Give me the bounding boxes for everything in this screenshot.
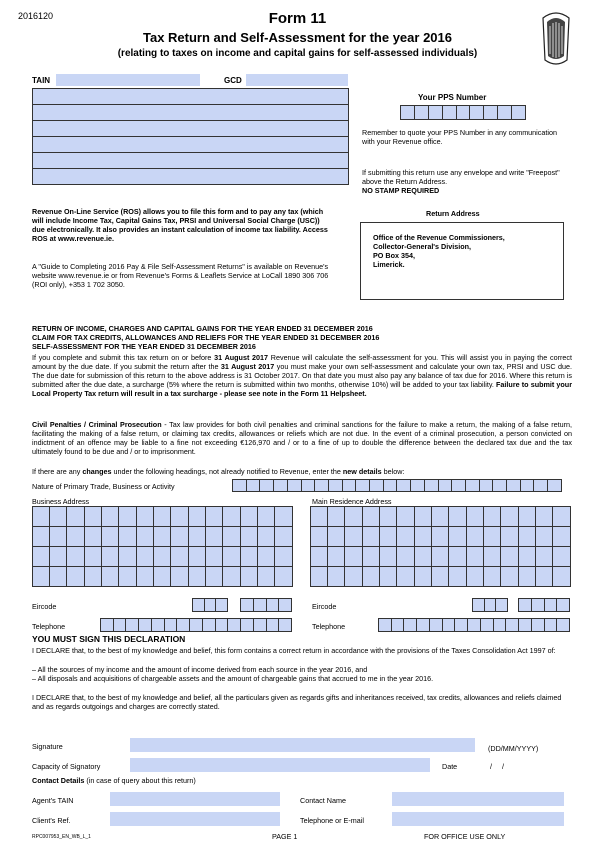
input-cell[interactable]: [479, 479, 493, 492]
pps-number-field[interactable]: [400, 105, 526, 120]
input-cell[interactable]: [466, 506, 484, 527]
input-cell[interactable]: [32, 546, 50, 567]
input-cell[interactable]: [240, 546, 258, 567]
input-cell[interactable]: [310, 566, 328, 587]
input-cell[interactable]: [170, 546, 188, 567]
input-cell[interactable]: [153, 526, 171, 547]
declaration-2: I DECLARE that, to the best of my knowledge and belief, all the particulars given as regards gifts and inheritances received, tax credits, allowances and reliefs claimed and as regards outgoings and charges are correctly stated.: [32, 693, 562, 711]
input-cell[interactable]: [170, 566, 188, 587]
input-cell[interactable]: [125, 618, 138, 632]
input-cell[interactable]: [379, 526, 397, 547]
input-cell[interactable]: [66, 526, 84, 547]
changes-paragraph: If there are any changes under the following headings, not already notified to Revenue, enter the new details below:: [32, 467, 405, 476]
phone-email-field[interactable]: [392, 812, 564, 826]
input-cell[interactable]: [266, 618, 279, 632]
input-cell[interactable]: [153, 506, 171, 527]
envelope-note: If submitting this return use any envelope and write "Freepost" above the Return Address.: [362, 168, 560, 186]
input-cell[interactable]: [205, 566, 223, 587]
input-cell[interactable]: [188, 506, 206, 527]
input-cell[interactable]: [448, 546, 466, 567]
return-address-box: [360, 222, 564, 300]
input-cell[interactable]: [232, 479, 246, 492]
input-cell[interactable]: [518, 526, 536, 547]
input-cell[interactable]: [153, 546, 171, 567]
input-cell[interactable]: [327, 526, 345, 547]
input-cell[interactable]: [500, 566, 518, 587]
input-cell[interactable]: [136, 526, 154, 547]
input-cell[interactable]: [327, 546, 345, 567]
input-cell[interactable]: [448, 566, 466, 587]
input-cell[interactable]: [257, 566, 275, 587]
input-cell[interactable]: [287, 479, 301, 492]
declaration-bullet-income: – All the sources of my income and the amount of income derived from each source in the year 2016, and: [32, 665, 368, 674]
input-cell[interactable]: [378, 618, 391, 632]
residence-telephone-field[interactable]: [378, 618, 570, 632]
tain-field[interactable]: [56, 74, 200, 86]
input-cell[interactable]: [101, 566, 119, 587]
input-cell[interactable]: [49, 526, 67, 547]
input-cell[interactable]: [518, 618, 531, 632]
input-cell[interactable]: [136, 546, 154, 567]
agent-tain-field[interactable]: [110, 792, 280, 806]
input-cell[interactable]: [403, 618, 416, 632]
input-cell[interactable]: [466, 526, 484, 547]
input-cell[interactable]: [327, 566, 345, 587]
input-cell[interactable]: [344, 506, 362, 527]
input-cell[interactable]: [101, 526, 119, 547]
telephone-label: Telephone: [312, 622, 346, 631]
input-cell[interactable]: [32, 506, 50, 527]
input-cell[interactable]: [518, 546, 536, 567]
input-cell[interactable]: [314, 479, 328, 492]
input-cell[interactable]: [164, 618, 177, 632]
input-cell[interactable]: [100, 618, 113, 632]
input-cell[interactable]: [49, 506, 67, 527]
input-cell[interactable]: [505, 618, 518, 632]
heading-return: RETURN OF INCOME, CHARGES AND CAPITAL GAINS FOR THE YEAR ENDED 31 DECEMBER 2016: [32, 324, 373, 333]
declaration-title: YOU MUST SIGN THIS DECLARATION: [32, 634, 186, 644]
input-cell[interactable]: [205, 506, 223, 527]
input-cell[interactable]: [274, 566, 292, 587]
input-cell[interactable]: [66, 506, 84, 527]
client-ref-label: Client's Ref.: [32, 816, 71, 825]
input-cell[interactable]: [383, 479, 397, 492]
input-cell[interactable]: [362, 546, 380, 567]
input-cell[interactable]: [431, 546, 449, 567]
input-cell[interactable]: [431, 506, 449, 527]
input-cell[interactable]: [448, 526, 466, 547]
input-cell[interactable]: [483, 506, 501, 527]
contact-name-label: Contact Name: [300, 796, 346, 805]
business-telephone-field[interactable]: [100, 618, 292, 632]
input-cell[interactable]: [391, 618, 404, 632]
date-label: Date: [442, 762, 458, 771]
input-cell[interactable]: [274, 546, 292, 567]
input-cell[interactable]: [328, 479, 342, 492]
input-cell[interactable]: [531, 618, 544, 632]
input-cell[interactable]: [355, 479, 369, 492]
input-cell[interactable]: [344, 526, 362, 547]
pps-reminder: Remember to quote your PPS Number in any communication with your Revenue office.: [362, 128, 557, 146]
input-cell[interactable]: [136, 506, 154, 527]
input-cell[interactable]: [396, 546, 414, 567]
nature-label: Nature of Primary Trade, Business or Activity: [32, 482, 175, 491]
input-cell[interactable]: [467, 618, 480, 632]
input-cell[interactable]: [396, 526, 414, 547]
input-cell[interactable]: [466, 566, 484, 587]
input-cell[interactable]: [113, 618, 126, 632]
address-line: Office of the Revenue Commissioners,: [373, 233, 505, 242]
input-cell[interactable]: [483, 566, 501, 587]
input-cell[interactable]: [205, 526, 223, 547]
input-cell[interactable]: [274, 526, 292, 547]
address-line: PO Box 354,: [373, 251, 415, 260]
input-cell[interactable]: [118, 506, 136, 527]
form-number: Form 11: [268, 10, 327, 27]
declaration-1: I DECLARE that, to the best of my knowledge and belief, this form contains a correct return in accordance with the provisions of the Taxes Consolidation Act 1997 of:: [32, 646, 556, 655]
input-cell[interactable]: [500, 506, 518, 527]
address-line: Limerick.: [373, 260, 405, 269]
input-cell[interactable]: [424, 479, 438, 492]
input-cell[interactable]: [222, 506, 240, 527]
input-cell[interactable]: [240, 618, 253, 632]
business-address-grid[interactable]: [32, 506, 292, 586]
input-cell[interactable]: [259, 479, 273, 492]
no-stamp-note: NO STAMP REQUIRED: [362, 186, 440, 195]
heading-self-assessment: SELF-ASSESSMENT FOR THE YEAR ENDED 31 DECEMBER 2016: [32, 342, 256, 351]
input-cell[interactable]: [410, 479, 424, 492]
form-title: Tax Return and Self-Assessment for the year 2016: [143, 30, 452, 45]
input-cell[interactable]: [222, 566, 240, 587]
input-cell[interactable]: [448, 506, 466, 527]
input-cell[interactable]: [66, 546, 84, 567]
input-cell[interactable]: [362, 566, 380, 587]
input-cell[interactable]: [118, 526, 136, 547]
input-cell[interactable]: [379, 566, 397, 587]
pps-label: Your PPS Number: [418, 93, 487, 102]
input-cell[interactable]: [535, 546, 553, 567]
input-cell[interactable]: [466, 546, 484, 567]
input-cell[interactable]: [274, 506, 292, 527]
input-cell[interactable]: [535, 566, 553, 587]
date-format-hint: (DD/MM/YYYY): [488, 744, 539, 753]
input-cell[interactable]: [414, 566, 432, 587]
guide-info: A "Guide to Completing 2016 Pay & File Self-Assessment Returns" is available on Revenue's website www.revenue.ie or from Revenue's Forms & Leaflets Service at LoCall 1890 306 706 (ROI only), +353 1 702 3050.: [32, 262, 329, 289]
agent-tain-label: Agent's TAIN: [32, 796, 74, 805]
input-cell[interactable]: [227, 618, 240, 632]
input-cell[interactable]: [240, 506, 258, 527]
input-cell[interactable]: [101, 506, 119, 527]
input-cell[interactable]: [32, 566, 50, 587]
form-code: 2016120: [18, 11, 54, 21]
telephone-label: Telephone: [32, 622, 66, 631]
page-number: PAGE 1: [272, 832, 298, 841]
tain-label: TAIN: [32, 76, 51, 85]
input-cell[interactable]: [257, 526, 275, 547]
eircode-label: Eircode: [312, 602, 337, 611]
input-cell[interactable]: [344, 566, 362, 587]
input-cell[interactable]: [483, 526, 501, 547]
contact-name-field[interactable]: [392, 792, 564, 806]
input-cell[interactable]: [240, 526, 258, 547]
input-cell[interactable]: [342, 479, 356, 492]
submission-paragraph: If you complete and submit this tax return on or before 31 August 2017 Revenue will calculate the self-assessment for you. This will assist you in paying the correct amount by the due date. If you submit the return after the 31 August 2017 you must make your own self-assessment and calculate your own tax, PRSI and USC due. The due date for submission of this return to the above address is 31 October 2017. On that date you must also pay any balance of tax due for 2016. Where this return is submitted after the due date, a surcharge (5% where the return is submitted within two months, otherwise 10%) will be added to your tax liability. Failure to submit your Local Property Tax return will result in a tax surcharge - please see note in the Form 11 Helpsheet.: [32, 353, 573, 398]
input-cell[interactable]: [416, 618, 429, 632]
main-residence-grid[interactable]: [310, 506, 570, 586]
business-eircode-routing[interactable]: [192, 598, 228, 612]
input-cell[interactable]: [414, 546, 432, 567]
input-cell[interactable]: [136, 566, 154, 587]
signature-label: Signature: [32, 742, 63, 751]
input-cell[interactable]: [32, 526, 50, 547]
input-cell[interactable]: [176, 618, 189, 632]
business-address-label: Business Address: [32, 497, 90, 506]
form-subtitle: (relating to taxes on income and capital gains for self-assessed individuals): [117, 48, 478, 59]
input-cell[interactable]: [552, 566, 570, 587]
input-cell[interactable]: [153, 566, 171, 587]
input-cell[interactable]: [493, 618, 506, 632]
residence-eircode-unique[interactable]: [518, 598, 570, 612]
input-cell[interactable]: [556, 618, 570, 632]
input-cell[interactable]: [151, 618, 164, 632]
eircode-label: Eircode: [32, 602, 57, 611]
input-cell[interactable]: [492, 479, 506, 492]
input-cell[interactable]: [202, 618, 215, 632]
heading-claim: CLAIM FOR TAX CREDITS, ALLOWANCES AND RELIEFS FOR THE YEAR ENDED 31 DECEMBER 2016: [32, 333, 380, 342]
input-cell[interactable]: [278, 618, 292, 632]
input-cell[interactable]: [379, 506, 397, 527]
input-cell[interactable]: [431, 526, 449, 547]
input-cell[interactable]: [379, 546, 397, 567]
gcd-label: GCD: [224, 76, 242, 85]
input-cell[interactable]: [362, 506, 380, 527]
input-cell[interactable]: [535, 506, 553, 527]
input-cell[interactable]: [222, 526, 240, 547]
phone-email-label: Telephone or E-mail: [300, 816, 364, 825]
input-cell[interactable]: [118, 546, 136, 567]
input-cell[interactable]: [49, 566, 67, 587]
input-cell[interactable]: [552, 526, 570, 547]
input-cell[interactable]: [257, 546, 275, 567]
input-cell[interactable]: [84, 506, 102, 527]
input-cell[interactable]: [84, 566, 102, 587]
business-eircode-unique[interactable]: [240, 598, 292, 612]
input-cell[interactable]: [454, 618, 467, 632]
input-cell[interactable]: [205, 546, 223, 567]
return-address-label: Return Address: [426, 209, 480, 218]
input-cell[interactable]: [483, 546, 501, 567]
input-cell[interactable]: [257, 506, 275, 527]
input-cell[interactable]: [520, 479, 534, 492]
input-cell[interactable]: [480, 618, 493, 632]
residence-eircode-routing[interactable]: [472, 598, 508, 612]
input-cell[interactable]: [552, 506, 570, 527]
input-cell[interactable]: [547, 479, 562, 492]
input-cell[interactable]: [535, 526, 553, 547]
input-cell[interactable]: [518, 566, 536, 587]
input-cell[interactable]: [344, 546, 362, 567]
signature-field[interactable]: [130, 738, 475, 752]
input-cell[interactable]: [49, 546, 67, 567]
input-cell[interactable]: [66, 566, 84, 587]
main-residence-label: Main Residence Address: [312, 497, 392, 506]
input-cell[interactable]: [431, 566, 449, 587]
penalties-paragraph: Civil Penalties / Criminal Prosecution - Tax law provides for both civil penalties and criminal sanctions for the failure to make a return, the making of a false return, facilitating the making of a false return, or claiming tax credits, allowances or reliefs which are not due. In the event of a criminal prosecution, a person convicted on indictment of an offence may be liable to a fine not exceeding €126,970 and / or to a fine of up to double the difference between the declared tax due and the tax ultimately found to be due and / or to imprisonment.: [32, 420, 572, 456]
input-cell[interactable]: [533, 479, 547, 492]
taxpayer-address-block[interactable]: [32, 88, 348, 184]
input-cell[interactable]: [396, 566, 414, 587]
input-cell[interactable]: [84, 546, 102, 567]
input-cell[interactable]: [310, 526, 328, 547]
input-cell[interactable]: [414, 526, 432, 547]
input-cell[interactable]: [246, 479, 260, 492]
input-cell[interactable]: [552, 546, 570, 567]
input-cell[interactable]: [189, 618, 202, 632]
input-cell[interactable]: [170, 526, 188, 547]
input-cell[interactable]: [101, 546, 119, 567]
capacity-field[interactable]: [130, 758, 430, 772]
input-cell[interactable]: [188, 526, 206, 547]
date-field[interactable]: / /: [490, 762, 504, 771]
office-use-label: FOR OFFICE USE ONLY: [424, 832, 506, 841]
input-cell[interactable]: [138, 618, 151, 632]
input-cell[interactable]: [188, 546, 206, 567]
declaration-bullet-gains: – All disposals and acquisitions of chargeable assets and the amount of chargeable gains that accrued to me in the year 2016.: [32, 674, 434, 683]
input-cell[interactable]: [327, 506, 345, 527]
input-cell[interactable]: [118, 566, 136, 587]
nature-field[interactable]: [232, 479, 562, 492]
input-cell[interactable]: [240, 566, 258, 587]
input-cell[interactable]: [500, 526, 518, 547]
input-cell[interactable]: [369, 479, 383, 492]
input-cell[interactable]: [253, 618, 266, 632]
input-cell[interactable]: [222, 546, 240, 567]
client-ref-field[interactable]: [110, 812, 280, 826]
input-cell[interactable]: [362, 526, 380, 547]
input-cell[interactable]: [396, 506, 414, 527]
input-cell[interactable]: [500, 546, 518, 567]
input-cell[interactable]: [544, 618, 557, 632]
input-cell[interactable]: [170, 506, 188, 527]
input-cell[interactable]: [518, 506, 536, 527]
input-cell[interactable]: [442, 618, 455, 632]
input-cell[interactable]: [310, 506, 328, 527]
ros-info: Revenue On-Line Service (ROS) allows you to file this form and to pay any tax (which will include Income Tax, Capital Gains Tax, PRSI and Universal Social Charge (USC)) due electronically. It also provides an instant calculation of income tax liability. Access ROS at www.revenue.ie.: [32, 207, 328, 243]
input-cell[interactable]: [273, 479, 287, 492]
input-cell[interactable]: [310, 546, 328, 567]
input-cell[interactable]: [301, 479, 315, 492]
footer-code: RPC007953_EN_WB_L_1: [32, 834, 91, 840]
capacity-label: Capacity of Signatory: [32, 762, 101, 771]
input-cell[interactable]: [506, 479, 520, 492]
input-cell[interactable]: [84, 526, 102, 547]
input-cell[interactable]: [188, 566, 206, 587]
input-cell[interactable]: [215, 618, 228, 632]
input-cell[interactable]: [451, 479, 465, 492]
input-cell[interactable]: [465, 479, 479, 492]
input-cell[interactable]: [396, 479, 410, 492]
input-cell[interactable]: [438, 479, 452, 492]
gcd-field[interactable]: [246, 74, 348, 86]
harp-logo-icon: [535, 10, 577, 68]
input-cell[interactable]: [414, 506, 432, 527]
address-line: Collector-General's Division,: [373, 242, 471, 251]
contact-heading: Contact Details (in case of query about this return): [32, 776, 196, 785]
input-cell[interactable]: [429, 618, 442, 632]
